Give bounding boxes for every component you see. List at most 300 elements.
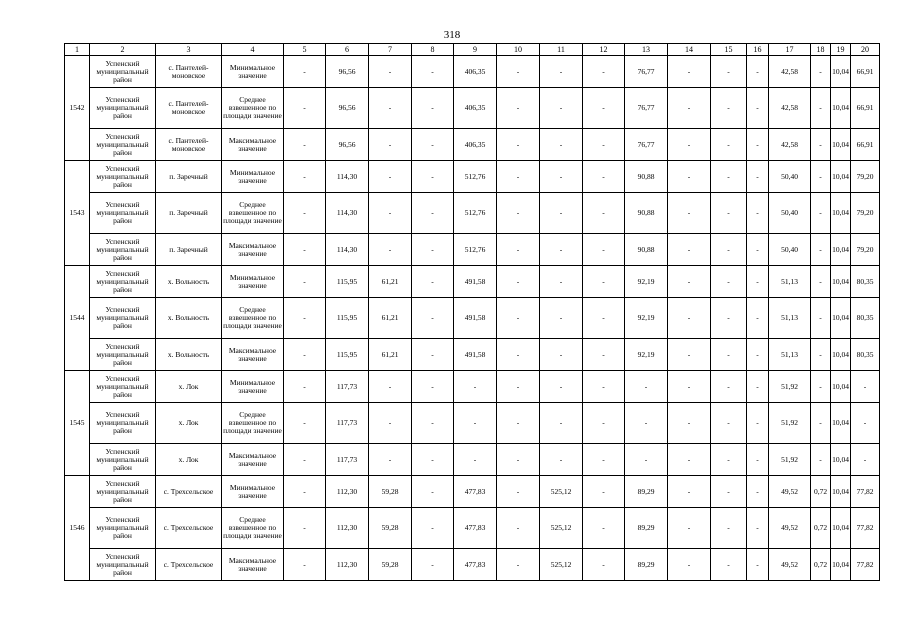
value-cell: - xyxy=(284,444,326,476)
value-cell: 114,30 xyxy=(326,193,369,234)
district-cell: Успенский муниципальный район xyxy=(90,444,156,476)
column-number: 16 xyxy=(747,44,769,56)
table-row xyxy=(65,88,880,129)
value-cell: 76,77 xyxy=(625,56,668,88)
value-cell: 406,35 xyxy=(454,88,497,129)
value-cell: - xyxy=(625,371,668,403)
value-cell: 112,30 xyxy=(326,549,369,581)
value-cell: 10,04 xyxy=(831,339,851,371)
value-type-cell: Минимальное значение xyxy=(222,56,284,88)
district-cell: Успенский муниципальный район xyxy=(90,508,156,549)
value-cell: - xyxy=(625,444,668,476)
row-number-cell: 1543 xyxy=(65,161,90,266)
value-type-cell: Максимальное значение xyxy=(222,234,284,266)
value-cell: 96,56 xyxy=(326,129,369,161)
value-cell: 51,92 xyxy=(769,403,811,444)
value-cell: 59,28 xyxy=(369,476,412,508)
value-cell: 115,95 xyxy=(326,339,369,371)
value-cell: - xyxy=(412,339,454,371)
row-number-cell: 1544 xyxy=(65,266,90,371)
value-cell: 77,82 xyxy=(851,549,880,581)
value-cell: 61,21 xyxy=(369,266,412,298)
settlement-cell: с. Трехсельское xyxy=(156,549,222,581)
value-cell: 59,28 xyxy=(369,508,412,549)
value-cell: 112,30 xyxy=(326,476,369,508)
value-cell: - xyxy=(668,129,711,161)
value-cell: - xyxy=(369,371,412,403)
value-cell: 525,12 xyxy=(540,508,583,549)
column-number: 7 xyxy=(369,44,412,56)
value-cell: - xyxy=(412,298,454,339)
value-cell: 114,30 xyxy=(326,234,369,266)
value-cell: - xyxy=(711,298,747,339)
value-cell: - xyxy=(747,88,769,129)
value-cell: 117,73 xyxy=(326,371,369,403)
value-cell: 49,52 xyxy=(769,476,811,508)
value-cell: - xyxy=(747,298,769,339)
column-number: 18 xyxy=(811,44,831,56)
value-cell: - xyxy=(412,266,454,298)
table-row xyxy=(65,161,880,193)
value-cell: - xyxy=(747,371,769,403)
settlement-cell: х. Лок xyxy=(156,403,222,444)
value-cell: - xyxy=(668,444,711,476)
value-cell: - xyxy=(540,444,583,476)
district-cell: Успенский муниципальный район xyxy=(90,298,156,339)
value-cell: - xyxy=(811,339,831,371)
value-cell: 114,30 xyxy=(326,161,369,193)
value-cell: - xyxy=(284,403,326,444)
value-cell: 61,21 xyxy=(369,339,412,371)
value-cell: - xyxy=(747,56,769,88)
value-cell: - xyxy=(811,56,831,88)
value-cell: 115,95 xyxy=(326,266,369,298)
value-cell: - xyxy=(668,476,711,508)
value-type-cell: Среднее взвешенное по площади значение xyxy=(222,403,284,444)
value-cell: - xyxy=(711,476,747,508)
value-cell: - xyxy=(412,508,454,549)
value-cell: - xyxy=(284,371,326,403)
value-cell: 477,83 xyxy=(454,476,497,508)
value-cell: 66,91 xyxy=(851,56,880,88)
value-cell: - xyxy=(497,298,540,339)
value-type-cell: Минимальное значение xyxy=(222,266,284,298)
settlement-cell: с. Трехсельское xyxy=(156,476,222,508)
value-cell: - xyxy=(747,161,769,193)
value-cell: 10,04 xyxy=(831,129,851,161)
value-cell: 10,04 xyxy=(831,193,851,234)
settlement-cell: х. Вольность xyxy=(156,266,222,298)
value-cell: 10,04 xyxy=(831,403,851,444)
value-cell: - xyxy=(284,88,326,129)
value-cell: - xyxy=(583,129,625,161)
value-type-cell: Среднее взвешенное по площади значение xyxy=(222,88,284,129)
table-body xyxy=(65,44,880,581)
value-type-cell: Максимальное значение xyxy=(222,549,284,581)
value-cell: 61,21 xyxy=(369,298,412,339)
value-cell: 42,58 xyxy=(769,88,811,129)
value-cell: - xyxy=(747,508,769,549)
value-cell: - xyxy=(851,403,880,444)
settlement-cell: с. Пантелей-моновское xyxy=(156,88,222,129)
value-cell: 51,13 xyxy=(769,266,811,298)
value-cell: - xyxy=(668,508,711,549)
settlement-cell: п. Заречный xyxy=(156,161,222,193)
table-row xyxy=(65,508,880,549)
column-number: 14 xyxy=(668,44,711,56)
value-cell: - xyxy=(497,508,540,549)
value-type-cell: Минимальное значение xyxy=(222,371,284,403)
value-cell: 76,77 xyxy=(625,88,668,129)
table-row xyxy=(65,371,880,403)
value-cell: - xyxy=(497,161,540,193)
value-cell: - xyxy=(711,508,747,549)
value-cell: - xyxy=(583,161,625,193)
value-cell: 491,58 xyxy=(454,339,497,371)
value-cell: - xyxy=(711,193,747,234)
district-cell: Успенский муниципальный район xyxy=(90,339,156,371)
value-cell: - xyxy=(668,193,711,234)
settlement-cell: с. Пантелей-моновское xyxy=(156,56,222,88)
district-cell: Успенский муниципальный район xyxy=(90,234,156,266)
value-cell: 89,29 xyxy=(625,508,668,549)
value-cell: - xyxy=(668,339,711,371)
value-cell: - xyxy=(583,444,625,476)
value-cell: 79,20 xyxy=(851,161,880,193)
table-row xyxy=(65,403,880,444)
value-cell: - xyxy=(369,88,412,129)
value-cell: - xyxy=(284,193,326,234)
district-cell: Успенский муниципальный район xyxy=(90,371,156,403)
column-number: 10 xyxy=(497,44,540,56)
value-cell: 76,77 xyxy=(625,129,668,161)
district-cell: Успенский муниципальный район xyxy=(90,88,156,129)
value-cell: - xyxy=(497,444,540,476)
value-cell: - xyxy=(284,266,326,298)
value-cell: - xyxy=(369,56,412,88)
table-row xyxy=(65,549,880,581)
value-cell: 10,04 xyxy=(831,371,851,403)
value-cell: - xyxy=(412,193,454,234)
value-cell: 96,56 xyxy=(326,56,369,88)
value-cell: - xyxy=(497,193,540,234)
value-cell: 512,76 xyxy=(454,234,497,266)
value-cell: 90,88 xyxy=(625,234,668,266)
value-cell: - xyxy=(711,549,747,581)
value-type-cell: Максимальное значение xyxy=(222,339,284,371)
value-type-cell: Среднее взвешенное по площади значение xyxy=(222,193,284,234)
value-cell: - xyxy=(497,403,540,444)
value-cell: 77,82 xyxy=(851,476,880,508)
value-cell: - xyxy=(540,129,583,161)
value-cell: 10,04 xyxy=(831,56,851,88)
value-cell: - xyxy=(583,266,625,298)
column-number: 8 xyxy=(412,44,454,56)
value-cell: - xyxy=(497,56,540,88)
value-cell: 525,12 xyxy=(540,549,583,581)
value-cell: - xyxy=(668,56,711,88)
table-row xyxy=(65,298,880,339)
value-cell: - xyxy=(540,266,583,298)
value-cell: - xyxy=(369,403,412,444)
value-cell: - xyxy=(412,444,454,476)
value-cell: - xyxy=(811,444,831,476)
value-cell: - xyxy=(668,403,711,444)
row-number-cell: 1542 xyxy=(65,56,90,161)
value-cell: 49,52 xyxy=(769,549,811,581)
value-cell: 51,13 xyxy=(769,298,811,339)
value-cell: - xyxy=(284,234,326,266)
column-number: 19 xyxy=(831,44,851,56)
value-cell: 10,04 xyxy=(831,88,851,129)
value-type-cell: Среднее взвешенное по площади значение xyxy=(222,508,284,549)
settlement-cell: с. Трехсельское xyxy=(156,508,222,549)
value-cell: 477,83 xyxy=(454,508,497,549)
value-cell: - xyxy=(711,56,747,88)
value-cell: - xyxy=(811,161,831,193)
value-cell: - xyxy=(668,371,711,403)
value-cell: 491,58 xyxy=(454,266,497,298)
value-cell: 477,83 xyxy=(454,549,497,581)
value-cell: - xyxy=(284,56,326,88)
value-cell: 96,56 xyxy=(326,88,369,129)
value-cell: 50,40 xyxy=(769,161,811,193)
value-cell: - xyxy=(811,193,831,234)
value-cell: - xyxy=(747,266,769,298)
value-cell: 89,29 xyxy=(625,549,668,581)
value-cell: 66,91 xyxy=(851,88,880,129)
value-cell: 90,88 xyxy=(625,193,668,234)
row-number-cell: 1546 xyxy=(65,476,90,581)
value-cell: - xyxy=(284,508,326,549)
value-cell: 89,29 xyxy=(625,476,668,508)
value-cell: 0,72 xyxy=(811,549,831,581)
value-cell: - xyxy=(454,403,497,444)
district-cell: Успенский муниципальный район xyxy=(90,549,156,581)
column-number: 20 xyxy=(851,44,880,56)
value-cell: - xyxy=(284,476,326,508)
value-cell: 117,73 xyxy=(326,444,369,476)
settlement-cell: х. Вольность xyxy=(156,298,222,339)
value-cell: - xyxy=(497,371,540,403)
value-cell: - xyxy=(497,88,540,129)
value-cell: 10,04 xyxy=(831,508,851,549)
value-cell: - xyxy=(369,161,412,193)
value-cell: 50,40 xyxy=(769,193,811,234)
value-cell: - xyxy=(583,234,625,266)
value-cell: - xyxy=(811,371,831,403)
value-cell: - xyxy=(668,266,711,298)
table-row xyxy=(65,234,880,266)
value-cell: - xyxy=(811,88,831,129)
value-cell: 112,30 xyxy=(326,508,369,549)
value-cell: - xyxy=(583,371,625,403)
value-cell: - xyxy=(747,339,769,371)
value-cell: 50,40 xyxy=(769,234,811,266)
value-cell: - xyxy=(412,403,454,444)
value-cell: - xyxy=(711,339,747,371)
value-cell: - xyxy=(412,371,454,403)
value-cell: - xyxy=(284,298,326,339)
value-cell: - xyxy=(668,549,711,581)
value-cell: 80,35 xyxy=(851,298,880,339)
column-number: 11 xyxy=(540,44,583,56)
table-row xyxy=(65,266,880,298)
value-cell: - xyxy=(747,234,769,266)
value-cell: - xyxy=(497,339,540,371)
column-number: 5 xyxy=(284,44,326,56)
settlement-cell: х. Лок xyxy=(156,444,222,476)
value-cell: - xyxy=(747,476,769,508)
value-cell: 10,04 xyxy=(831,234,851,266)
settlement-cell: х. Вольность xyxy=(156,339,222,371)
value-cell: - xyxy=(711,88,747,129)
table-row xyxy=(65,129,880,161)
value-cell: 10,04 xyxy=(831,549,851,581)
value-cell: - xyxy=(668,88,711,129)
column-number: 2 xyxy=(90,44,156,56)
value-cell: - xyxy=(540,161,583,193)
value-cell: - xyxy=(711,234,747,266)
column-number: 3 xyxy=(156,44,222,56)
settlement-cell: с. Пантелей-моновское xyxy=(156,129,222,161)
column-number: 6 xyxy=(326,44,369,56)
value-type-cell: Минимальное значение xyxy=(222,476,284,508)
value-cell: - xyxy=(811,234,831,266)
value-cell: 90,88 xyxy=(625,161,668,193)
district-cell: Успенский муниципальный район xyxy=(90,476,156,508)
value-type-cell: Максимальное значение xyxy=(222,444,284,476)
value-cell: - xyxy=(711,129,747,161)
table-row xyxy=(65,476,880,508)
value-type-cell: Среднее взвешенное по площади значение xyxy=(222,298,284,339)
value-cell: - xyxy=(540,234,583,266)
value-cell: - xyxy=(711,403,747,444)
value-cell: 51,92 xyxy=(769,371,811,403)
column-number-row xyxy=(65,44,880,56)
value-cell: - xyxy=(583,193,625,234)
value-cell: 0,72 xyxy=(811,508,831,549)
district-cell: Успенский муниципальный район xyxy=(90,403,156,444)
value-cell: - xyxy=(540,56,583,88)
value-cell: - xyxy=(497,549,540,581)
value-cell: - xyxy=(668,234,711,266)
column-number: 9 xyxy=(454,44,497,56)
value-cell: - xyxy=(412,88,454,129)
value-cell: - xyxy=(851,444,880,476)
value-cell: 49,52 xyxy=(769,508,811,549)
value-cell: 92,19 xyxy=(625,298,668,339)
value-cell: - xyxy=(811,403,831,444)
value-cell: - xyxy=(583,549,625,581)
value-cell: 80,35 xyxy=(851,339,880,371)
value-cell: 406,35 xyxy=(454,56,497,88)
value-cell: 512,76 xyxy=(454,161,497,193)
settlement-cell: х. Лок xyxy=(156,371,222,403)
value-cell: - xyxy=(711,371,747,403)
value-cell: - xyxy=(284,339,326,371)
settlement-cell: п. Заречный xyxy=(156,234,222,266)
district-cell: Успенский муниципальный район xyxy=(90,129,156,161)
value-cell: - xyxy=(412,476,454,508)
value-cell: 10,04 xyxy=(831,161,851,193)
value-cell: - xyxy=(583,508,625,549)
value-cell: 512,76 xyxy=(454,193,497,234)
value-cell: - xyxy=(811,266,831,298)
value-cell: - xyxy=(711,161,747,193)
value-cell: - xyxy=(369,193,412,234)
value-cell: - xyxy=(747,549,769,581)
column-number: 13 xyxy=(625,44,668,56)
column-number: 1 xyxy=(65,44,90,56)
value-type-cell: Максимальное значение xyxy=(222,129,284,161)
table-row xyxy=(65,339,880,371)
value-cell: - xyxy=(369,129,412,161)
data-table xyxy=(64,43,880,581)
value-cell: - xyxy=(284,129,326,161)
value-cell: 10,04 xyxy=(831,266,851,298)
value-cell: - xyxy=(454,444,497,476)
value-cell: - xyxy=(497,476,540,508)
district-cell: Успенский муниципальный район xyxy=(90,266,156,298)
value-cell: - xyxy=(412,56,454,88)
row-number-cell: 1545 xyxy=(65,371,90,476)
value-cell: 491,58 xyxy=(454,298,497,339)
value-cell: - xyxy=(497,266,540,298)
value-cell: - xyxy=(711,444,747,476)
value-cell: - xyxy=(583,403,625,444)
value-cell: - xyxy=(540,298,583,339)
value-cell: 92,19 xyxy=(625,339,668,371)
value-cell: - xyxy=(583,476,625,508)
value-type-cell: Минимальное значение xyxy=(222,161,284,193)
table-row xyxy=(65,56,880,88)
value-cell: - xyxy=(747,444,769,476)
settlement-cell: п. Заречный xyxy=(156,193,222,234)
value-cell: - xyxy=(540,371,583,403)
value-cell: - xyxy=(811,298,831,339)
value-cell: - xyxy=(540,88,583,129)
value-cell: - xyxy=(454,371,497,403)
value-cell: 0,72 xyxy=(811,476,831,508)
value-cell: 10,04 xyxy=(831,444,851,476)
value-cell: - xyxy=(284,549,326,581)
page-number: 318 xyxy=(443,29,461,41)
value-cell: 10,04 xyxy=(831,476,851,508)
value-cell: - xyxy=(583,56,625,88)
value-cell: - xyxy=(747,193,769,234)
value-cell: 42,58 xyxy=(769,129,811,161)
value-cell: - xyxy=(583,339,625,371)
value-cell: - xyxy=(369,444,412,476)
value-cell: 92,19 xyxy=(625,266,668,298)
value-cell: - xyxy=(497,234,540,266)
value-cell: - xyxy=(668,298,711,339)
value-cell: - xyxy=(668,161,711,193)
value-cell: - xyxy=(412,234,454,266)
value-cell: 42,58 xyxy=(769,56,811,88)
column-number: 12 xyxy=(583,44,625,56)
value-cell: 59,28 xyxy=(369,549,412,581)
value-cell: - xyxy=(284,161,326,193)
value-cell: - xyxy=(747,129,769,161)
value-cell: 525,12 xyxy=(540,476,583,508)
value-cell: - xyxy=(540,193,583,234)
value-cell: - xyxy=(369,234,412,266)
column-number: 4 xyxy=(222,44,284,56)
value-cell: - xyxy=(747,403,769,444)
value-cell: - xyxy=(540,403,583,444)
